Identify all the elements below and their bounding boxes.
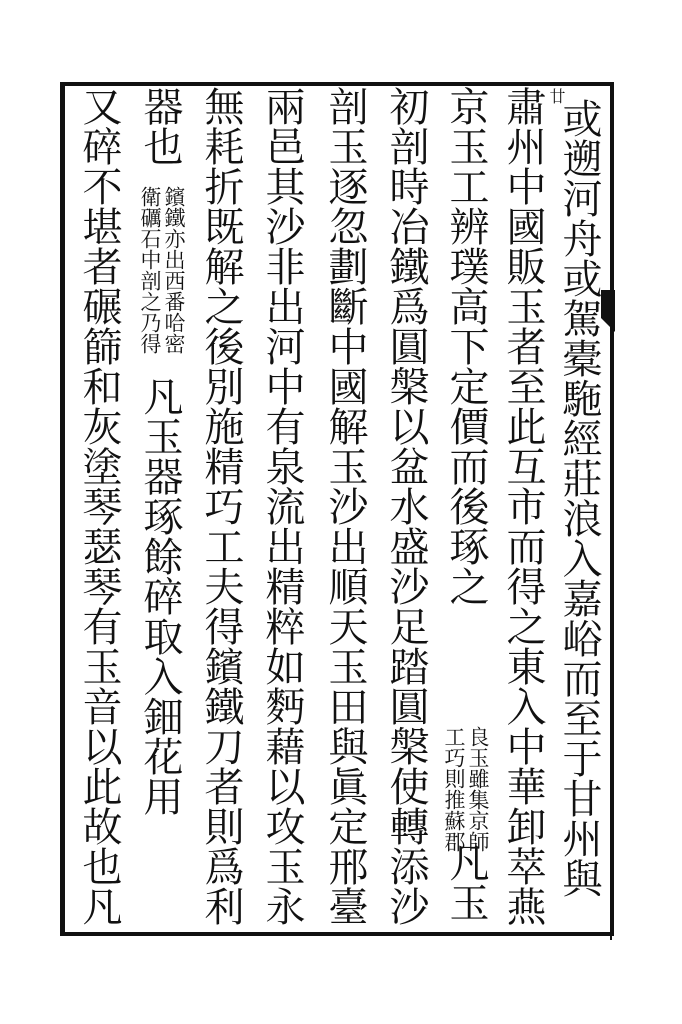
annotation-left: 衛礪石中剖之乃得	[138, 186, 162, 354]
text-column-9	[76, 86, 122, 934]
fold-edge-rule	[610, 82, 620, 940]
text-column-2	[500, 86, 546, 934]
annotation-right: 良玉雖集京師	[466, 726, 490, 852]
column-text: 剖玉逐忽劃斷中國解玉沙出順天玉田與眞定邢臺	[322, 86, 368, 926]
column-text: 無耗折既解之後別施精巧工夫得鑌鐵刀者則爲利	[198, 86, 244, 926]
column-text-continued: 凡玉	[443, 842, 489, 922]
column-text: 初剖時冶鐵爲圓槃以盆水盛沙足踏圓槃使轉添沙	[383, 86, 429, 926]
column-text: 又碎不堪者碾篩和灰塗琴瑟琴有玉音以此故也凡	[76, 86, 122, 926]
annotation-right: 鑌鐵亦出西番哈密	[162, 186, 186, 354]
text-column-3	[443, 86, 489, 934]
column-text: 京玉工辨璞高下定價而後琢之	[443, 86, 489, 606]
text-column-8	[137, 86, 186, 934]
column-text: 或遡河舟或駕橐駞經莊浪入嘉峪而至于甘州與	[556, 98, 602, 898]
text-column-6	[259, 86, 305, 934]
annotation-left: 工巧則推蘇郡	[442, 726, 466, 852]
text-column-1	[556, 86, 602, 934]
fish-tail-mark-icon	[601, 290, 621, 332]
page-number-mark: 廿	[547, 88, 566, 104]
column-text: 肅州中國販玉者至此互市而得之東入中華卸萃燕	[500, 86, 546, 926]
text-column-5	[322, 86, 368, 934]
text-column-4	[383, 86, 429, 934]
text-column-7	[198, 86, 244, 934]
column-text-continued: 凡玉器琢餘碎取入鈿花用	[137, 376, 183, 816]
column-text: 兩邑其沙非出河中有泉流出精粹如麪藉以攻玉永	[259, 86, 305, 926]
column-text: 器也	[137, 86, 183, 166]
